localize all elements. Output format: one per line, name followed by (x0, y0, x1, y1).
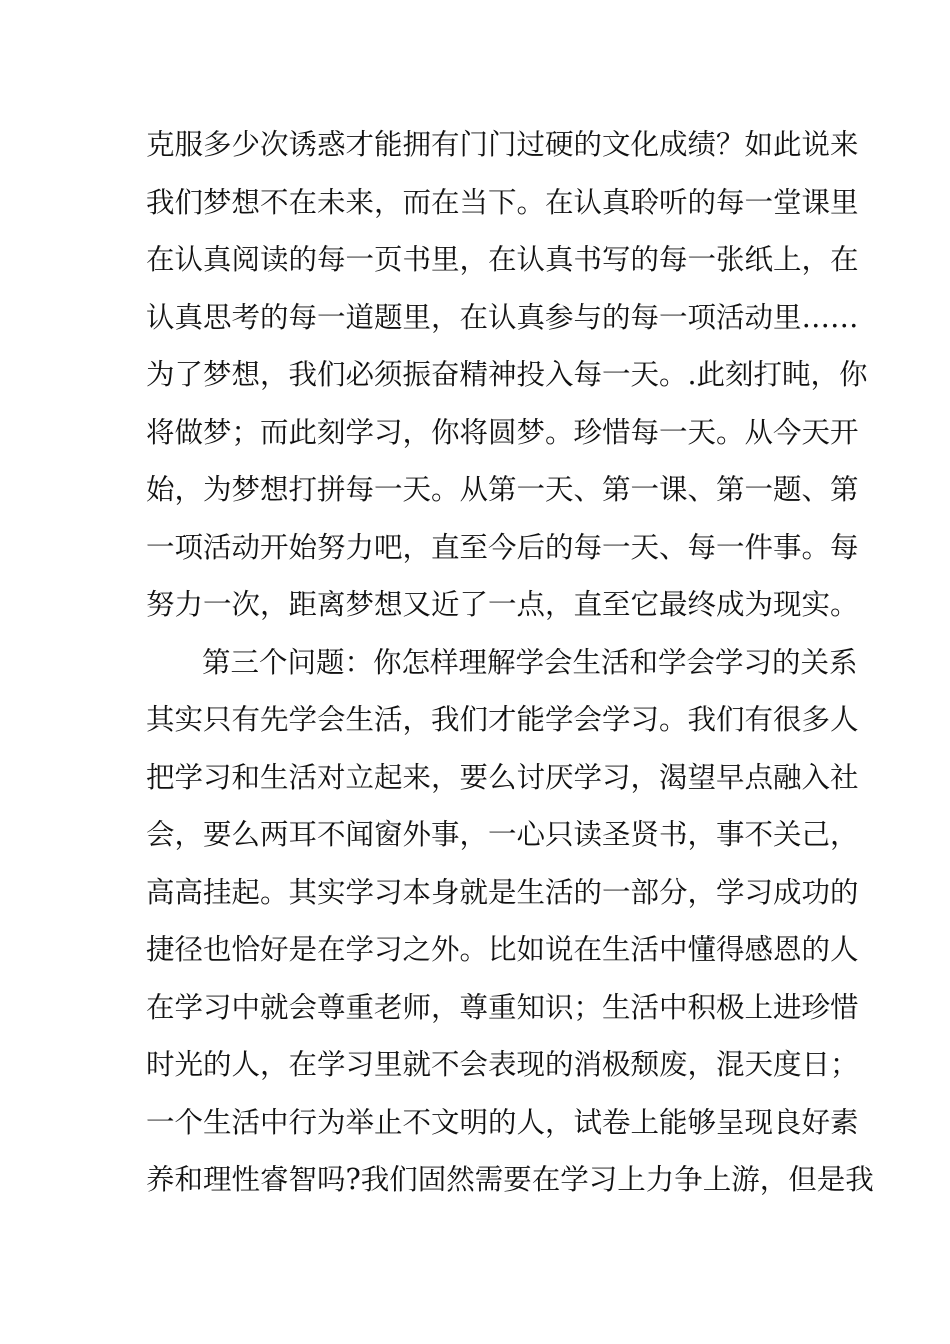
text-line: 我们梦想不在未来，而在当下。在认真聆听的每一堂课里 (146, 185, 859, 219)
text-line: 认真思考的每一道题里，在认真参与的每一项活动里…… (146, 300, 859, 334)
text-line: 高高挂起。其实学习本身就是生活的一部分，学习成功的 (146, 875, 859, 909)
text-line: 始，为梦想打拼每一天。从第一天、第一课、第一题、第 (146, 473, 859, 506)
text-line: 努力一次，距离梦想又近了一点，直至它最终成为现实。 (146, 588, 859, 621)
text-line: 将做梦；而此刻学习，你将圆梦。珍惜每一天。从今天开 (146, 415, 859, 449)
text-line: 为了梦想，我们必须振奋精神投入每一天。.此刻打盹，你 (146, 358, 868, 391)
text-line: 时光的人，在学习里就不会表现的消极颓废，混天度日； (146, 1048, 859, 1081)
text-line: 克服多少次诱惑才能拥有门门过硬的文化成绩？如此说来 (146, 128, 859, 161)
text-line: 一项活动开始努力吧，直至今后的每一天、每一件事。每 (146, 530, 859, 564)
text-line: 在认真阅读的每一页书里，在认真书写的每一张纸上，在 (146, 243, 859, 276)
paragraph-heading-line: 第三个问题：你怎样理解学会生活和学会学习的关系 (202, 645, 858, 679)
text-line: 会，要么两耳不闻窗外事，一心只读圣贤书，事不关己， (146, 818, 859, 851)
text-line: 其实只有先学会生活，我们才能学会学习。我们有很多人 (146, 703, 859, 736)
text-line: 在学习中就会尊重老师，尊重知识；生活中积极上进珍惜 (146, 990, 859, 1024)
text-line: 捷径也恰好是在学习之外。比如说在生活中懂得感恩的人 (146, 933, 859, 966)
text-line: 养和理性睿智吗?我们固然需要在学习上力争上游，但是我 (146, 1163, 874, 1196)
body-text (146, 116, 874, 1209)
text-line: 一个生活中行为举止不文明的人，试卷上能够呈现良好素 (146, 1105, 859, 1139)
text-line: 把学习和生活对立起来，要么讨厌学习，渴望早点融入社 (146, 760, 859, 794)
